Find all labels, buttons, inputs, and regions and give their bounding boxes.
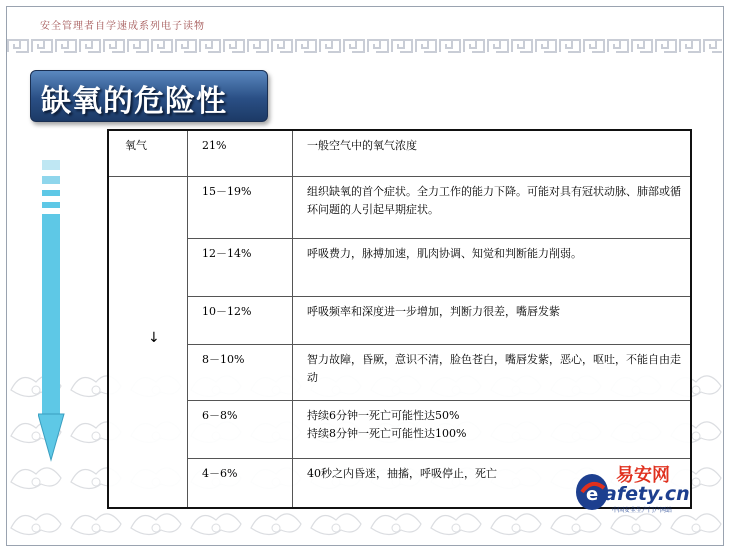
- table-row: [108, 400, 691, 458]
- table-row: [108, 296, 691, 344]
- oxygen-level: 8－10%: [202, 352, 245, 366]
- oxygen-level: 15－19%: [202, 184, 252, 198]
- oxygen-label: 氧气: [125, 139, 147, 152]
- logo-english-text: afety.cn: [604, 483, 690, 505]
- trend-arrow-icon: ↓: [148, 330, 160, 346]
- oxygen-level: 6－8%: [202, 408, 238, 422]
- logo-tagline: 中国安全生产门户网站: [612, 507, 673, 514]
- table-row: [108, 176, 691, 238]
- oxygen-level: 4－6%: [202, 466, 238, 480]
- table-row: [108, 344, 691, 400]
- effect-description: 40秒之内昏迷，抽搐，呼吸停止，死亡: [307, 466, 497, 480]
- page-title: 缺氧的危险性: [41, 84, 227, 119]
- fret-border-pattern: [6, 36, 722, 56]
- oxygen-danger-table: [107, 129, 692, 509]
- series-subtitle: 安全管理者自学速成系列电子读物: [40, 21, 205, 32]
- effect-description: 组织缺氧的首个症状。全力工作的能力下降。可能对具有冠状动脉、肺部或循环问题的人引起早期症状。: [307, 184, 681, 216]
- effect-description: 一般空气中的氧气浓度: [307, 139, 417, 152]
- logo-chinese-text: 易安网: [616, 465, 670, 486]
- down-arrow-icon: [38, 160, 68, 480]
- effect-description: [293, 401, 690, 443]
- oxygen-level: 12－14%: [202, 246, 252, 260]
- oxygen-level: 21%: [202, 139, 227, 152]
- effect-description: 智力故障，昏厥，意识不清，脸色苍白，嘴唇发紫，恶心，呕吐，不能自由走动: [307, 352, 681, 384]
- effect-description: 呼吸费力，脉搏加速，肌肉协调、知觉和判断能力削弱。: [307, 246, 582, 260]
- effect-line-2: 持续8分钟一死亡可能性达100%: [307, 426, 467, 440]
- title-banner: [30, 70, 268, 122]
- table-row: [108, 238, 691, 296]
- svg-text:e: e: [586, 484, 599, 505]
- table-row: [108, 130, 691, 176]
- effect-line-1: 持续6分钟一死亡可能性达50%: [307, 408, 460, 422]
- effect-description: 呼吸频率和深度进一步增加，判断力很差，嘴唇发紫: [307, 304, 560, 318]
- oxygen-level: 10－12%: [202, 304, 252, 318]
